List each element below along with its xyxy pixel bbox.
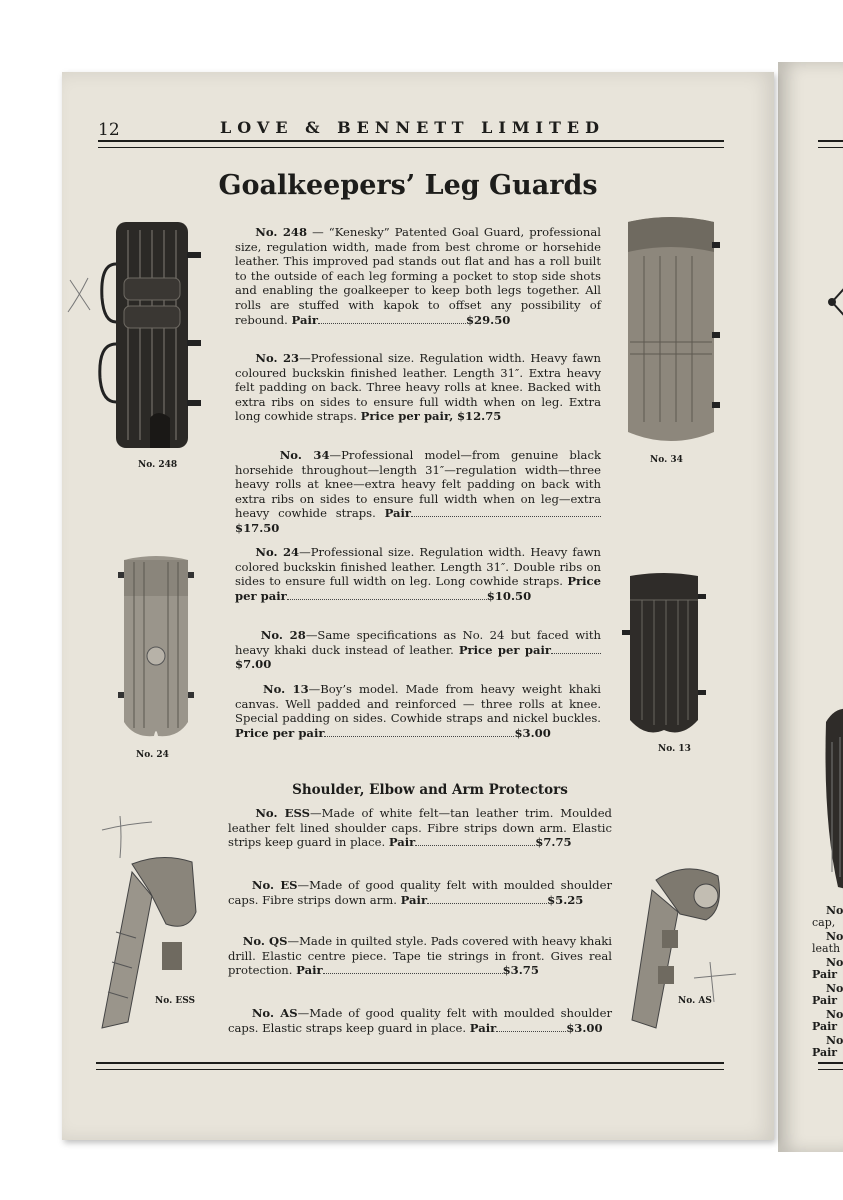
entry-number: No. 23 [255,351,300,365]
price-label: Pair [291,312,318,327]
entry-number: No. 13 [263,682,309,696]
entry-no-es [228,878,612,907]
price: $17.50 [235,520,280,535]
price-label: Pair [388,835,416,850]
price: $10.50 [486,588,532,603]
dot-leader [318,323,466,324]
facing-page-bottom-rule [818,1062,843,1070]
entry-description: —Made in quilted style. Pads covered with heavy khaki drill. Elastic centre piece. Tape tie strings in front. Gives real protection. [228,934,613,978]
price: $7.00 [235,657,272,672]
facing-fragment: Pair [812,1046,838,1059]
caption-no-248: No. 248 [138,460,178,470]
entry-number: No. 28 [260,628,306,642]
page-title: Goalkeepers’ Leg Guards [218,170,598,201]
dot-leader [427,903,547,904]
entry-number: No. 24 [255,545,300,559]
facing-fragment: No [826,930,843,943]
facing-fragment: cap, [812,916,836,929]
facing-page-mask-illustration [822,242,843,332]
facing-fragment: No [826,982,843,995]
entry-number: No. 248 [255,225,308,239]
caption-no-13: No. 13 [658,744,691,754]
entry-description: —Professional model—from genuine black horsehide throughout—length 31″—regulation width—three heavy rolls at knee—extra heavy felt padding on back with extra ribs on sides to ensure full width when on leg—extra heavy cowhide straps. [235,448,601,521]
entry-description: —Made of good quality felt with moulded shoulder caps. Elastic straps keep guard in place. [228,1006,612,1035]
dot-leader [415,845,535,846]
caption-no-ess: No. ESS [155,996,195,1006]
dot-leader [323,973,503,974]
entry-description: —Made of white felt—tan leather trim. Moulded leather felt lined shoulder caps. Fibre strips down arm. Elastic strips keep guard in place. [228,806,612,850]
entry-no-qs [228,934,612,978]
entry-description: —Boy’s model. Made from heavy weight khaki canvas. Well padded and reinforced — three rolls at knee. Special padding on sides. Cowhide straps and nickel buckles. [235,682,601,726]
facing-fragment: No [826,956,843,969]
price-label: Pair [384,506,411,521]
price: $29.50 [465,312,511,327]
facing-fragment: No [826,1008,843,1021]
price: $3.00 [566,1020,603,1035]
facing-fragment: leath [812,942,841,955]
facing-fragment: No [826,904,843,917]
entry-description: —Professional size. Regulation width. Heavy fawn coloured buckskin finished leather. Length 31″. Extra heavy felt padding on back. Three heavy rolls at knee. Backed with extra ribs on sides to ensure full width when on leg. Extra long cowhide straps. [235,351,601,424]
price: $5.25 [547,892,584,907]
entry-no-24 [235,545,601,603]
caption-no-as: No. AS [678,996,712,1006]
entry-number: No. ESS [255,806,310,820]
entry-number: No. 34 [279,448,330,462]
entry-no-28 [235,628,601,672]
leg-guard-34-illustration [616,212,726,452]
entry-number: No. ES [251,878,298,892]
pencil-mark [60,270,100,320]
price: $12.75 [456,409,502,424]
price: $3.75 [502,963,539,978]
entry-description: —Made of good quality felt with moulded shoulder caps. Fibre strips down arm. [228,878,612,907]
dot-leader [551,653,601,654]
pencil-mark [96,812,156,862]
price-label: Price per pair [235,574,601,603]
dot-leader [411,516,601,517]
price-label: Price per pair, [360,409,454,424]
entry-no-34 [235,448,601,536]
footer-rule [96,1062,724,1070]
caption-no-24: No. 24 [136,750,169,760]
section-heading-protectors: Shoulder, Elbow and Arm Protectors [292,782,568,798]
dot-leader [287,599,487,600]
entry-no-248 [235,225,601,327]
leg-guard-248-illustration [98,218,216,456]
dot-leader [496,1031,566,1032]
price-label: Price per pair [235,725,325,740]
leg-guard-13-illustration [622,570,708,740]
header-rule [98,140,724,148]
entry-number: No. QS [242,934,288,948]
price-label: Pair [296,963,323,978]
entry-no-as [228,1006,612,1035]
price: $3.00 [514,725,551,740]
facing-page-guard-illustration [818,702,843,892]
page-number: 12 [98,120,120,140]
price-label: Pair [400,892,428,907]
entry-no-23 [235,351,601,424]
facing-fragment: Pair [812,1020,838,1033]
facing-fragment: Pair [812,968,838,981]
leg-guard-24-illustration [118,552,194,744]
entry-description: — “Kenesky” Patented Goal Guard, professional size, regulation width, made from best chrome or horsehide leather. This improved pad stands out flat and has a roll built to the outside of each leg forming a pocket to stop side shots and enabling the goalkeeper to keep both legs together. All rolls are stuffed with kapok to offset any possibility of rebound. [235,225,601,327]
caption-no-34: No. 34 [650,455,683,465]
price-label: Pair [469,1020,497,1035]
entry-no-13 [235,682,601,740]
pencil-mark [690,958,740,1008]
entry-description: —Professional size. Regulation width. Heavy fawn colored buckskin finished leather. Length 31″. Double ribs on sides to ensure full width on leg. Long cowhide straps. [235,545,601,589]
facing-page-rule [818,140,843,148]
facing-fragment: Pair [812,994,838,1007]
dot-leader [324,736,514,737]
company-masthead: LOVE & BENNETT LIMITED [220,118,605,137]
entry-no-ess [228,806,612,850]
price-label: Price per pair [458,642,552,657]
entry-number: No. AS [251,1006,298,1020]
entry-description: —Same specifications as No. 24 but faced with heavy khaki duck instead of leather. [235,628,601,657]
facing-fragment: No [826,1034,843,1047]
price: $7.75 [535,835,572,850]
